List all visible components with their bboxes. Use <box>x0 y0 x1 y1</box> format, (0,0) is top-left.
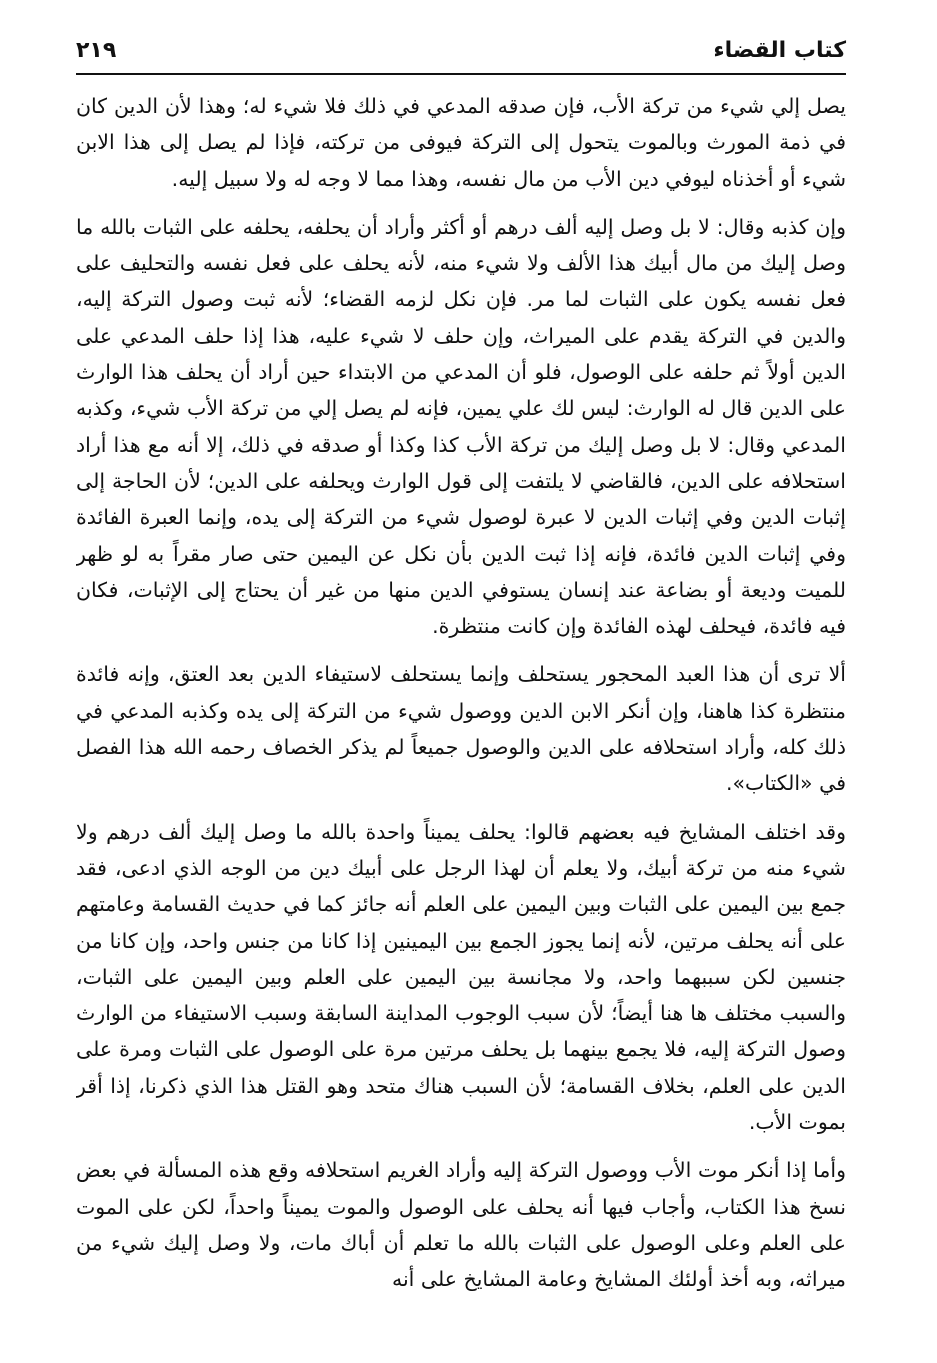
paragraph-3: ألا ترى أن هذا العبد المحجور يستحلف وإنما يستحلف لاستيفاء الدين بعد العتق، وإنه فائدة منتظرة كذا هاهنا، وإن أنكر الابن الدين ووصول شيء من التركة إلى يده وكذبه المدعي في ذلك كله، وأراد استحلافه على الدين والوصول جميعاً لم يذكر الخصاف رحمه الله هذا الفصل في «الكتاب». <box>76 662 846 796</box>
running-title: كتاب القضاء <box>713 38 846 63</box>
header-divider <box>76 73 846 75</box>
paragraph-5: وأما إذا أنكر موت الأب ووصول التركة إليه وأراد الغريم استحلافه وقع هذه المسألة في بعض نسخ هذا الكتاب، وأجاب فيها أنه يحلف على الوصول والموت يميناً واحداً، لكن على الموت على العلم وعلى الوصول على الثبات بالله ما تعلم أن أباك مات، ولا وصل إليك شيء من ميراثه، وبه أخذ أولئك المشايخ وعامة المشايخ على أنه <box>76 1158 846 1292</box>
paragraph-2: وإن كذبه وقال: لا بل وصل إليه ألف درهم أو أكثر وأراد أن يحلفه، يحلفه على الثبات بالله ما وصل إليك من مال أبيك هذا الألف ولا شيء منه، لأنه يحلف على فعل نفسه والتحليف على فعل نفسه يكون على الثبات لما مر. فإن نكل لزمه القضاء؛ لأنه ثبت وصول التركة إليه، والدين في التركة يقدم على الميراث، وإن حلف لا شيء عليه، هذا إذا حلف المدعي على الدين أولاً ثم حلفه على الوصول، فلو أن المدعي من الابتداء حين أراد أن يحلف هذا الوارث على الدين قال له الوارث: ليس لك علي يمين، فإنه لم يصل إلي من تركة الأب شيء، وكذبه المدعي وقال: لا بل وصل إليك من تركة الأب كذا وكذا أو صدقه في ذلك، إلا أنه مع هذا أراد استحلافه على الدين، فالقاضي لا يلتفت إلى قول الوارث ويحلفه على الدين؛ لأن الحاجة إلى إثبات الدين وفي إثبات الدين لا عبرة لوصول شيء من التركة إلى يده، وإنما العبرة الفائدة وفي إثبات الدين فائدة، فإنه إذا ثبت الدين بأن نكل عن اليمين حتى صار مقراً به لو ظهر للميت وديعة أو بضاعة عند إنسان يستوفي الدين منها من غير أن يحتاج إلى الإثبات، فكان فيه فائدة، فيحلف لهذه الفائدة وإن كانت منتظرة. <box>76 214 846 639</box>
page-header <box>76 32 846 74</box>
page-number: ٢١٩ <box>76 38 117 63</box>
page-body <box>76 88 846 1350</box>
paragraph-4: وقد اختلف المشايخ فيه بعضهم قالوا: يحلف يميناً واحدة بالله ما وصل إليك ألف درهم ولا شيء منه من تركة أبيك، ولا يعلم أن لهذا الرجل على أبيك دين من الوجه الذي ادعى، فقد جمع بين اليمين على الثبات وبين اليمين على العلم أنه جائز كما في حديث القسامة وعامتهم على أنه يحلف مرتين، لأنه إنما يجوز الجمع بين اليمينين إذا كانا من جنس واحد، وإن كانا من جنسين لكن سببهما واحد، ولا مجانسة بين اليمين على العلم وبين اليمين على الثبات، والسبب مختلف ها هنا أيضاً؛ لأن سبب الوجوب المداينة السابقة وسبب الاستيفاء من الوارث وصول التركة إليه، فلا يجمع بينهما بل يحلف مرتين مرة على الوصول على الثبات ومرة على الدين على العلم، بخلاف القسامة؛ لأن السبب هناك متحد وهو القتل هذا الذي ذكرنا، إذا أقر بموت الأب. <box>76 819 846 1135</box>
paragraph-1: يصل إلي شيء من تركة الأب، فإن صدقه المدعي في ذلك فلا شيء له؛ وهذا لأن الدين كان في ذمة المورث وبالموت يتحول إلى التركة فيوفى من تركته، فإذا لم يصل إلى هذا الابن شيء أو أخذناه ليوفي دين الأب من مال نفسه، وهذا مما لا وجه له ولا سبيل إليه. <box>76 94 846 191</box>
